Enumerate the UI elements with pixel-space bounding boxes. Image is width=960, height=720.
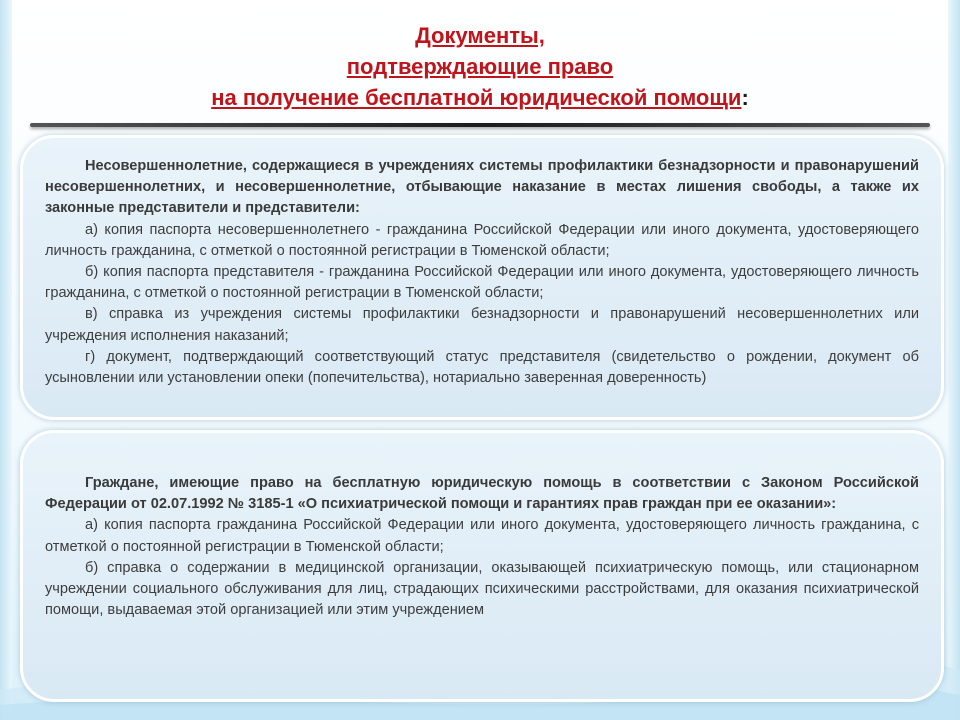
minors-heading: Несовершеннолетние, содержащиеся в учреждениях системы профилактики безнадзорности и правонарушений несовершеннолетних, и несовершеннолетние, отбывающие наказание в местах лишения свободы, а также их законные представители и представители: [45, 158, 919, 217]
psychiatric-heading: Граждане, имеющие право на бесплатную юридическую помощь в соответствии с Законом Российской Федерации от 02.07.1992 № 3185-1 «О психиатрической помощи и гарантиях прав граждан при ее оказании»: [45, 475, 919, 513]
psychiatric-item-a: а) копия паспорта гражданина Российской Федерации или иного документа, удостоверяющего личность гражданина, с отметкой о постоянной регистрации в Тюменской области; [45, 517, 919, 555]
minors-documents-panel [20, 135, 944, 420]
minors-item-c: в) справка из учреждения системы профилактики безнадзорности и правонарушений несовершеннолетних или учреждения исполнения наказаний; [45, 306, 919, 344]
title-divider [30, 123, 930, 127]
title-line-2: подтверждающие право [346, 54, 614, 79]
title-line-3: на получение бесплатной юридической помощи [211, 85, 742, 110]
title-colon: : [741, 85, 749, 110]
minors-documents-text [45, 156, 919, 389]
page-title [0, 20, 960, 113]
psychiatric-item-b: б) справка о содержании в медицинской организации, оказывающей психиатрическую помощь, или стационарном учреждении социального обслуживания для лиц, страдающих психическими расстройствами, для оказания психиатрической помощи, выдаваемая этой организацией или этим учреждением [45, 559, 919, 619]
psychiatric-documents-panel [20, 430, 944, 702]
title-line-1: Документы, [415, 23, 545, 48]
minors-item-d: г) документ, подтверждающий соответствующий статус представителя (свидетельство о рождении, документ об усыновлении или установлении опеки (попечительства), нотариально заверенная доверенность) [45, 348, 919, 387]
minors-item-b: б) копия паспорта представителя - гражданина Российской Федерации или иного документа, удостоверяющего личность гражданина, с отметкой о постоянной регистрации в Тюменской области; [45, 264, 919, 302]
psychiatric-documents-text [45, 473, 919, 621]
minors-item-a: а) копия паспорта несовершеннолетнего - гражданина Российской Федерации или иного документа, удостоверяющего личность гражданина, с отметкой о постоянной регистрации в Тюменской области; [45, 221, 919, 259]
